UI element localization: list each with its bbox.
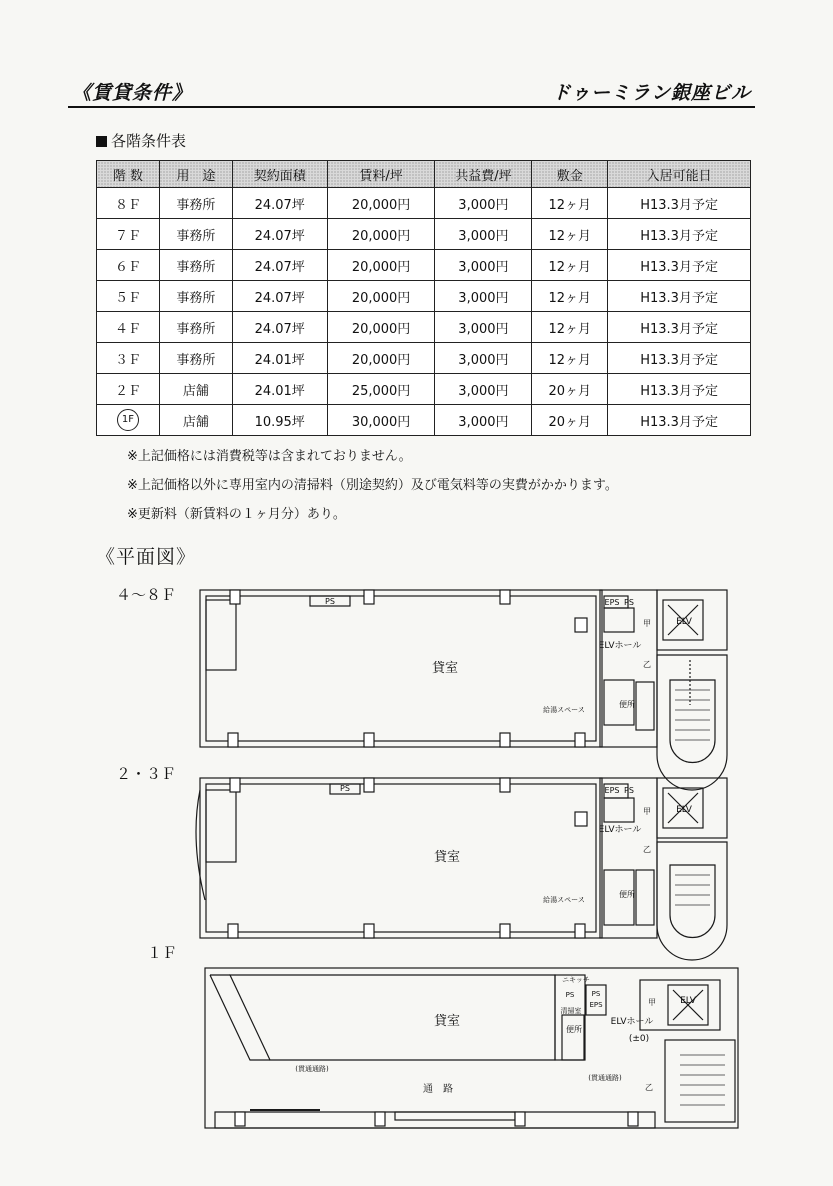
note-renewal: ※更新料（新賃料の１ヶ月分）あり。 (127, 507, 346, 522)
table-cell: 12ヶ月 (532, 343, 608, 374)
room-label-2-3f: 貸室 (433, 850, 461, 865)
table-cell: 24.07坪 (232, 312, 327, 343)
table-cell: 12ヶ月 (532, 312, 608, 343)
floor-label-1: １Ｆ (147, 944, 178, 962)
passage-right-label: (貫通通路) (588, 1074, 622, 1082)
table-cell: 3,000円 (435, 343, 532, 374)
table-cell: 3,000円 (435, 281, 532, 312)
table-cell: 3,000円 (435, 312, 532, 343)
table-cell: 20ヶ月 (532, 405, 608, 436)
table-cell: 24.07坪 (232, 188, 327, 219)
ps-label: PS (624, 598, 634, 607)
table-cell: 3,000円 (435, 188, 532, 219)
table-cell: 事務所 (159, 250, 232, 281)
table-cell: 3,000円 (435, 405, 532, 436)
kou-label: 甲 (648, 998, 656, 1007)
table-cell: 30,000円 (327, 405, 435, 436)
table-cell: 事務所 (159, 281, 232, 312)
eps-label: EPS (589, 1001, 603, 1009)
elv-label: ELV (676, 805, 692, 815)
plan-1f (205, 968, 738, 1128)
table-cell: 12ヶ月 (532, 188, 608, 219)
table-cell: 24.07坪 (232, 250, 327, 281)
col-header: 用 途 (159, 161, 232, 188)
table-cell: H13.3月予定 (608, 219, 751, 250)
col-header: 敷金 (532, 161, 608, 188)
note-cleaning: ※上記価格以外に専用室内の清掃料（別途契約）及び電気料等の実費がかかります。 (127, 478, 618, 493)
table-cell: 20,000円 (327, 250, 435, 281)
table-cell: 事務所 (159, 312, 232, 343)
table-cell: ５Ｆ (97, 281, 160, 312)
col-header: 契約面積 (232, 161, 327, 188)
eps-label: EPS (604, 598, 620, 607)
table-cell: 20,000円 (327, 281, 435, 312)
note-tax: ※上記価格には消費税等は含まれておりません。 (127, 449, 412, 464)
table-cell: 20,000円 (327, 188, 435, 219)
table-cell: 24.07坪 (232, 219, 327, 250)
table-cell: 事務所 (159, 343, 232, 374)
table-cell: 20,000円 (327, 219, 435, 250)
table-title: 各階条件表 (96, 130, 186, 151)
otsu-label: 乙 (643, 845, 651, 854)
table-cell: ４Ｆ (97, 312, 160, 343)
toilet-label: 便所 (619, 890, 635, 899)
kyuto-label: 給湯スペース (543, 706, 585, 714)
kou-label: 甲 (643, 619, 651, 628)
elv-hall-label: ELVホール (610, 1017, 654, 1027)
col-header: 階 数 (97, 161, 160, 188)
plans-title: 《平面図》 (96, 546, 197, 568)
cleaning-label: 清掃室 (560, 1007, 582, 1015)
elv-label: ELV (676, 617, 692, 627)
table-cell: 店舗 (159, 405, 232, 436)
kyuto-label: 給湯スペース (543, 896, 585, 904)
otsu-label: 乙 (643, 660, 651, 669)
table-cell: ２Ｆ (97, 374, 160, 405)
table-cell: 20ヶ月 (532, 374, 608, 405)
elv-hall-label: ELVホール (598, 641, 642, 651)
col-header: 共益費/坪 (435, 161, 532, 188)
table-cell: 24.01坪 (232, 374, 327, 405)
table-cell: 3,000円 (435, 219, 532, 250)
kitchen-label: ニキッチ (562, 976, 590, 984)
kou-label: 甲 (643, 807, 651, 816)
table-cell: H13.3月予定 (608, 281, 751, 312)
table-cell: ３Ｆ (97, 343, 160, 374)
section-header: 《賃貸条件》 (72, 82, 193, 104)
eps-label: EPS (604, 786, 620, 795)
level-label: (±0) (628, 1034, 650, 1044)
table-cell: 24.01坪 (232, 343, 327, 374)
circled-floor-1: 1F (117, 409, 139, 431)
room-label-1f: 貸室 (433, 1014, 461, 1029)
ps-label: PS (565, 991, 575, 999)
table-cell: 事務所 (159, 188, 232, 219)
table-cell: 20,000円 (327, 343, 435, 374)
table-cell: 25,000円 (327, 374, 435, 405)
ps-label: PS (624, 786, 634, 795)
table-cell: H13.3月予定 (608, 405, 751, 436)
ps-label: PS (340, 784, 350, 793)
room-label-4-8f: 貸室 (431, 661, 459, 676)
table-cell: H13.3月予定 (608, 343, 751, 374)
table-cell: ７Ｆ (97, 219, 160, 250)
col-header: 入居可能日 (608, 161, 751, 188)
passage-left-label: (貫通通路) (295, 1065, 329, 1073)
table-cell: 20,000円 (327, 312, 435, 343)
ps-label: PS (591, 990, 601, 998)
toilet-label: 便所 (566, 1025, 582, 1034)
col-header: 賃料/坪 (327, 161, 435, 188)
table-cell: H13.3月予定 (608, 374, 751, 405)
table-cell: 12ヶ月 (532, 219, 608, 250)
table-cell: 12ヶ月 (532, 281, 608, 312)
table-cell: 10.95坪 (232, 405, 327, 436)
floor-label-2-3: ２・３Ｆ (116, 765, 177, 783)
table-cell: 3,000円 (435, 250, 532, 281)
elv-hall-label: ELVホール (598, 825, 642, 835)
table-cell: 24.07坪 (232, 281, 327, 312)
table-cell: 事務所 (159, 219, 232, 250)
floor-label-4-8: ４～８Ｆ (116, 586, 177, 604)
table-cell: 12ヶ月 (532, 250, 608, 281)
ps-label: PS (325, 597, 335, 606)
table-cell: H13.3月予定 (608, 250, 751, 281)
elv-label: ELV (680, 996, 696, 1006)
plan-2-3f (196, 778, 727, 960)
table-cell: 店舗 (159, 374, 232, 405)
table-cell: H13.3月予定 (608, 312, 751, 343)
table-cell: ８Ｆ (97, 188, 160, 219)
table-cell: 3,000円 (435, 374, 532, 405)
toilet-label: 便所 (619, 700, 635, 709)
passage-label-1f: 通 路 (423, 1084, 453, 1095)
table-cell: ６Ｆ (97, 250, 160, 281)
otsu-label: 乙 (645, 1083, 653, 1092)
building-name: ドゥーミラン銀座ビル (551, 82, 751, 104)
table-cell: H13.3月予定 (608, 188, 751, 219)
